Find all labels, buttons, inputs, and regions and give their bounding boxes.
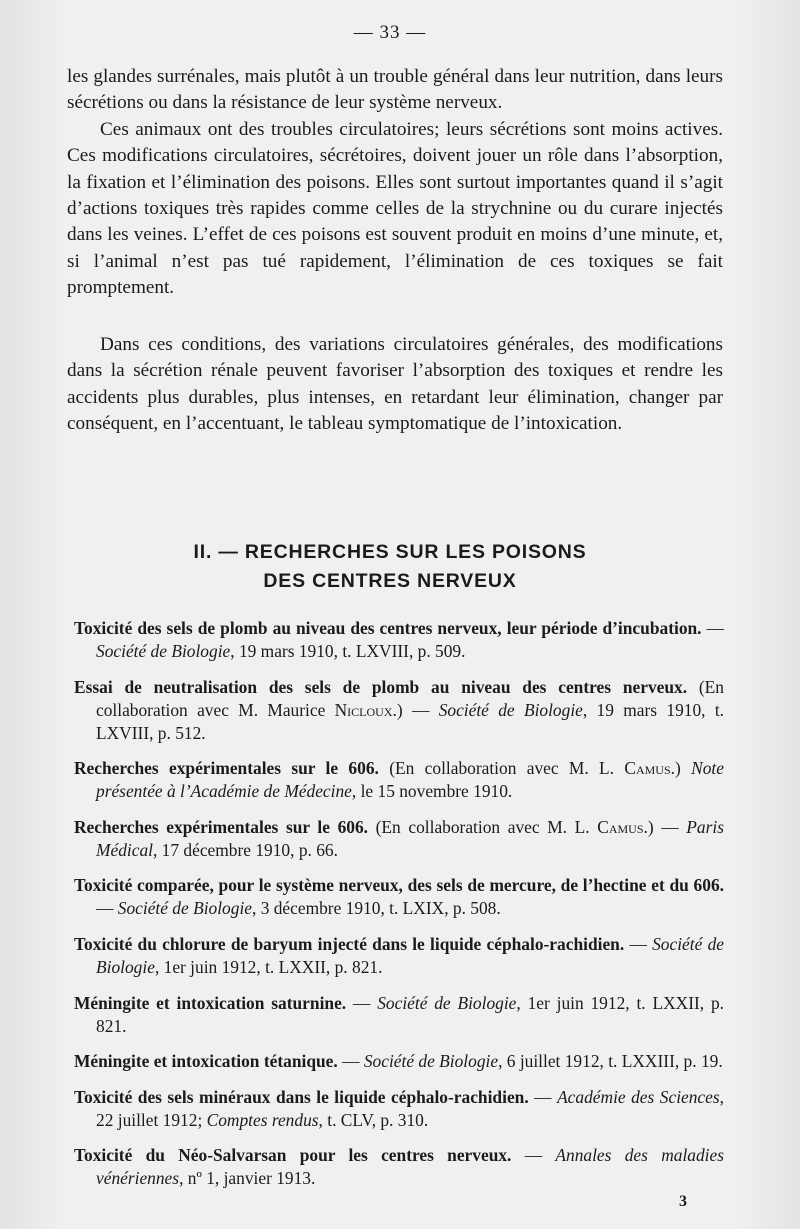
section-heading-line-2: DES CENTRES NERVEUX <box>263 570 517 592</box>
reference-collaboration: (En collaboration avec M. L. <box>368 816 598 837</box>
reference-source: Société de Biologie <box>377 992 517 1013</box>
reference-details: , le 15 novembre 1910. <box>351 781 513 802</box>
reference-item <box>74 757 724 803</box>
reference-title: Toxicité des sels minéraux dans le liquide céphalo-rachidien. <box>74 1086 529 1107</box>
reference-collaboration: (En collaboration avec M. Maurice <box>96 676 724 720</box>
reference-source: Annales des maladies vénériennes <box>96 1145 724 1189</box>
section-heading-line-1: II. — RECHERCHES SUR LES POISONS <box>193 541 587 563</box>
reference-author: Camus <box>597 816 644 837</box>
reference-source: Société de Biologie <box>438 699 583 720</box>
reference-title: Essai de neutralisation des sels de plomb au niveau des centres nerveux. <box>74 676 688 697</box>
reference-details: , 19 mars 1910, t. LXVIII, p. 509. <box>230 641 466 661</box>
reference-separator: — <box>701 618 724 638</box>
reference-item <box>74 1144 724 1190</box>
reference-details: , 1er juin 1912, t. LXXII, p. 821. <box>96 992 724 1036</box>
reference-details: , 3 décembre 1910, t. LXIX, p. 508. <box>252 898 501 919</box>
signature-mark: 3 <box>679 1193 687 1210</box>
reference-title: Recherches expérimentales sur le 606. <box>74 816 369 837</box>
reference-separator: — <box>528 1086 558 1107</box>
reference-source: Société de Biologie <box>363 1051 499 1072</box>
paragraph-1: les glandes surrénales, mais plutôt à un trouble général dans leur nutrition, dans leurs sécrétions ou dans la résistance de leur système nerveux. <box>67 66 723 114</box>
reference-author: Nicloux <box>334 699 393 720</box>
reference-item <box>74 1050 724 1073</box>
reference-list <box>74 617 724 1203</box>
reference-details: , 19 mars 1910, t. LXVIII, p. 512. <box>96 699 724 743</box>
reference-item <box>74 1086 724 1132</box>
paragraph-2: Ces animaux ont des troubles circulatoires; leurs sécrétions sont moins actives. Ces modifications circulatoires, sécrétoires, doivent jouer un rôle dans l’absorption, la fixation et l’élimination des poisons. Elles sont surtout importantes quand il s’agit d’actions toxiques très rapides comme celles de la strychnine ou du curare injectés dans les veines. L’effet de ces poisons est souvent produit en moins d’une minute, et, si l’animal n’est pas tué rapidement, l’élimination de ces toxiques se fait promptement. <box>67 118 723 299</box>
reference-title: Recherches expérimentales sur le 606. <box>74 758 379 779</box>
reference-separator: — <box>511 1145 556 1166</box>
section-heading <box>0 538 780 596</box>
reference-source: Société de Biologie <box>96 933 724 977</box>
reference-separator: — <box>96 898 118 919</box>
reference-separator: .) — <box>643 816 687 837</box>
reference-item <box>74 874 724 920</box>
reference-title: Toxicité du chlorure de baryum injecté dans le liquide céphalo-rachidien. <box>74 933 625 954</box>
reference-source-2: Comptes rendus <box>206 1109 319 1130</box>
reference-source: Société de Biologie <box>96 641 231 661</box>
reference-title: Toxicité des sels de plomb au niveau des centres nerveux, leur période d’incubation. <box>74 618 702 638</box>
body-text-block-1 <box>67 64 723 302</box>
reference-separator: — <box>337 1051 364 1072</box>
reference-separator: — <box>624 933 653 954</box>
reference-separator: — <box>346 992 378 1013</box>
page-number: — 33 — <box>353 22 427 43</box>
reference-source: Société de Biologie <box>117 898 252 919</box>
reference-details: , nº 1, janvier 1913. <box>179 1168 316 1189</box>
reference-details: , 17 décembre 1910, p. 66. <box>152 839 338 860</box>
reference-title: Toxicité du Néo-Salvarsan pour les centres nerveux. <box>74 1145 512 1166</box>
reference-details: , 1er juin 1912, t. LXXII, p. 821. <box>154 956 383 977</box>
reference-source: Académie des Sciences <box>557 1086 720 1107</box>
reference-title: Méningite et intoxication saturnine. <box>74 992 347 1013</box>
reference-item <box>74 992 724 1038</box>
reference-source: Paris Médical <box>96 816 724 860</box>
reference-details: , 6 juillet 1912, t. LXXIII, p. 19. <box>498 1051 723 1072</box>
reference-date: , 22 juillet 1912; <box>96 1086 725 1130</box>
reference-separator: .) — <box>392 699 439 720</box>
reference-separator: .) <box>670 758 692 779</box>
reference-source: Note présentée à l’Académie de Médecine <box>96 758 724 802</box>
reference-collaboration: (En collaboration avec M. L. <box>378 758 625 779</box>
reference-item <box>74 933 724 979</box>
paragraph-3: Dans ces conditions, des variations circulatoires générales, des modifications dans la sécrétion rénale peuvent favoriser l’absorption des toxiques et rendre les accidents plus durables, plus intenses, en retardant leur élimination, changer par conséquent, en l’accentuant, le tableau symptomatique de l’intoxication. <box>67 334 723 435</box>
reference-item <box>74 676 724 745</box>
reference-author: Camus <box>624 758 671 779</box>
reference-item <box>74 617 724 663</box>
reference-item <box>74 816 724 862</box>
reference-title: Méningite et intoxication tétanique. <box>74 1051 338 1072</box>
reference-title: Toxicité comparée, pour le système nerveux, des sels de mercure, de l’hectine et du 606. <box>74 875 724 896</box>
reference-details: , t. CLV, p. 310. <box>318 1109 429 1130</box>
